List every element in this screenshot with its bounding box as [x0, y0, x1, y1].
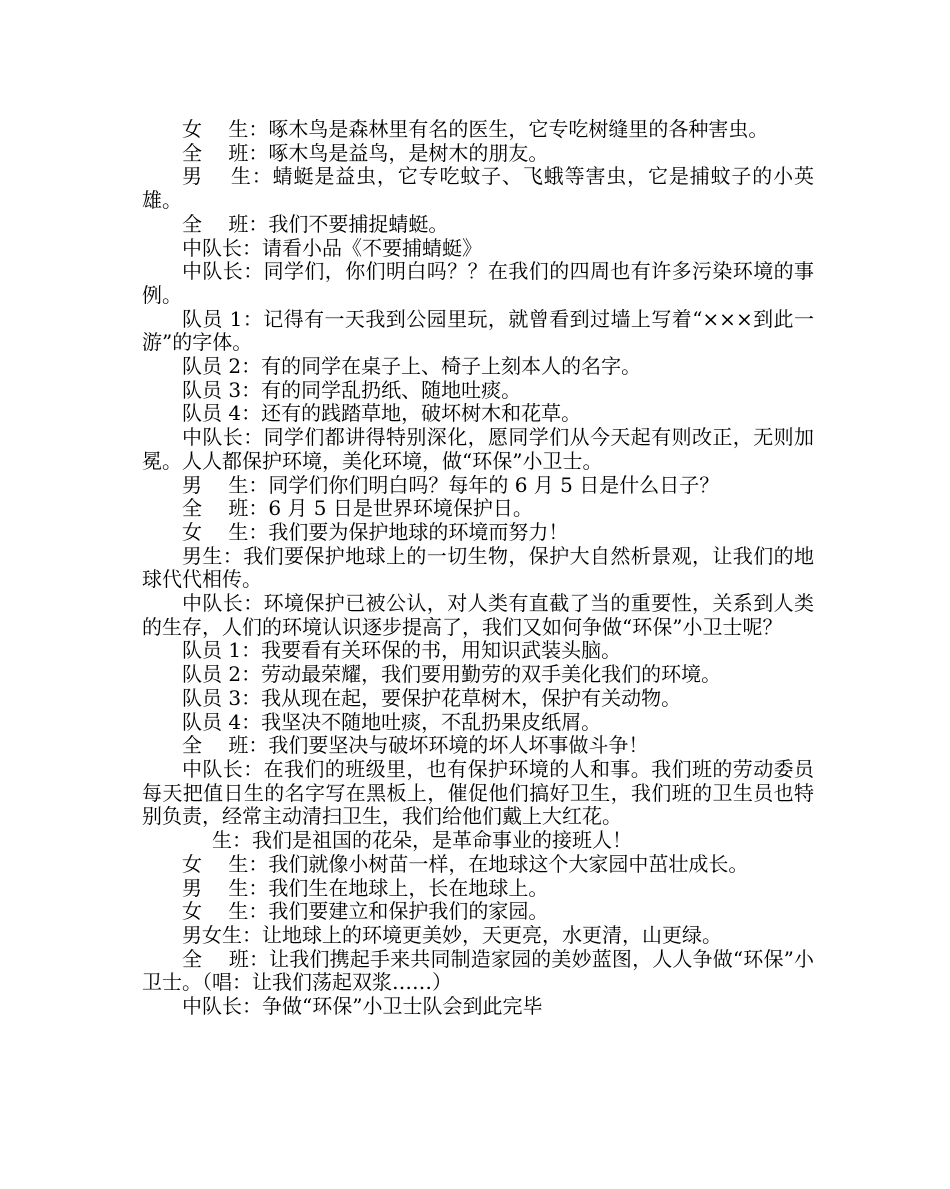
dialogue-line: 女 生：啄木鸟是森林里有名的医生，它专吃树缝里的各种害虫。 [182, 117, 769, 141]
dialogue-line: 全 班：我们要坚决与破坏环境的坏人坏事做斗争！ [182, 733, 649, 758]
dialogue-line: 全 班：6 月 5 日是世界环境保护日。 [182, 496, 533, 521]
dialogue-line: 队员 2：有的同学在桌子上、椅子上刻本人的名字。 [182, 354, 642, 379]
dialogue-line: 全 班：啄木鸟是益鸟，是树木的朋友。 [182, 140, 549, 165]
dialogue-line: 全 班：让我们携起手来共同制造家园的美妙蓝图，人人争做“环保”小卫士。（唱：让我们荡起双浆……） [142, 946, 814, 995]
document-page [142, 118, 814, 1019]
dialogue-line: 队员 2：劳动最荣耀，我们要用勤劳的双手美化我们的环境。 [182, 662, 722, 687]
dialogue-line: 队员 4：还有的践踏草地，破坏树木和花草。 [182, 401, 582, 426]
dialogue-line: 中队长：在我们的班级里，也有保护环境的人和事。我们班的劳动委员每天把值日生的名字写在黑板上，催促他们搞好卫生，我们班的卫生员也特别负责，经常主动清扫卫生，我们给他们戴上大红花。 [142, 756, 814, 829]
dialogue-line: 中队长：争做“环保”小卫士队会到此完毕 [182, 994, 543, 1019]
dialogue-line: 队员 1：记得有一天我到公园里玩，就曾看到过墙上写着“×××到此一游”的字体。 [142, 306, 814, 355]
dialogue-line: 队员 1：我要看有关环保的书，用知识武装头脑。 [182, 638, 622, 663]
dialogue-line: 中队长：同学们都讲得特别深化，愿同学们从今天起有则改正，无则加冕。人人都保护环境，美化环境，做“环保”小卫士。 [142, 425, 814, 473]
dialogue-line: 队员 3：有的同学乱扔纸、随地吐痰。 [182, 377, 522, 402]
dialogue-line: 男女生：让地球上的环境更美妙，天更亮，水更清，山更绿。 [182, 922, 722, 947]
dialogue-line: 女 生：我们就像小树苗一样，在地球这个大家园中茁壮成长。 [182, 851, 749, 876]
dialogue-line: 男生：我们要保护地球上的一切生物，保护大自然析景观，让我们的地球代代相传。 [142, 543, 814, 592]
dialogue-line: 女 生：我们要为保护地球的环境而努力！ [182, 519, 569, 544]
dialogue-line: 中队长：请看小品《不要捕蜻蜓》 [182, 235, 482, 260]
dialogue-line: 中队长：环境保护已被公认，对人类有直截了当的重要性，关系到人类的生存，人们的环境认识逐步提高了，我们又如何争做“环保”小卫士呢？ [142, 591, 814, 639]
dialogue-line: 女 生：我们要建立和保护我们的家园。 [182, 899, 549, 924]
dialogue-line: 中队长：同学们，你们明白吗？？在我们的四周也有许多污染环境的事例。 [142, 259, 814, 307]
dialogue-line: 生：我们是祖国的花朵，是革命事业的接班人！ [212, 828, 632, 853]
dialogue-line: 队员 4：我坚决不随地吐痰，不乱扔果皮纸屑。 [182, 709, 602, 734]
dialogue-line: 男 生：我们生在地球上，长在地球上。 [182, 875, 549, 900]
dialogue-line: 全 班：我们不要捕捉蜻蜓。 [182, 211, 449, 236]
dialogue-line: 男 生：蜻蜓是益虫，它专吃蚊子、飞蛾等害虫，它是捕蚊子的小英雄。 [142, 164, 814, 213]
dialogue-line: 队员 3：我从现在起，要保护花草树木，保护有关动物。 [182, 685, 682, 710]
dialogue-line: 男 生：同学们你们明白吗？每年的 6 月 5 日是什么日子？ [182, 472, 720, 497]
